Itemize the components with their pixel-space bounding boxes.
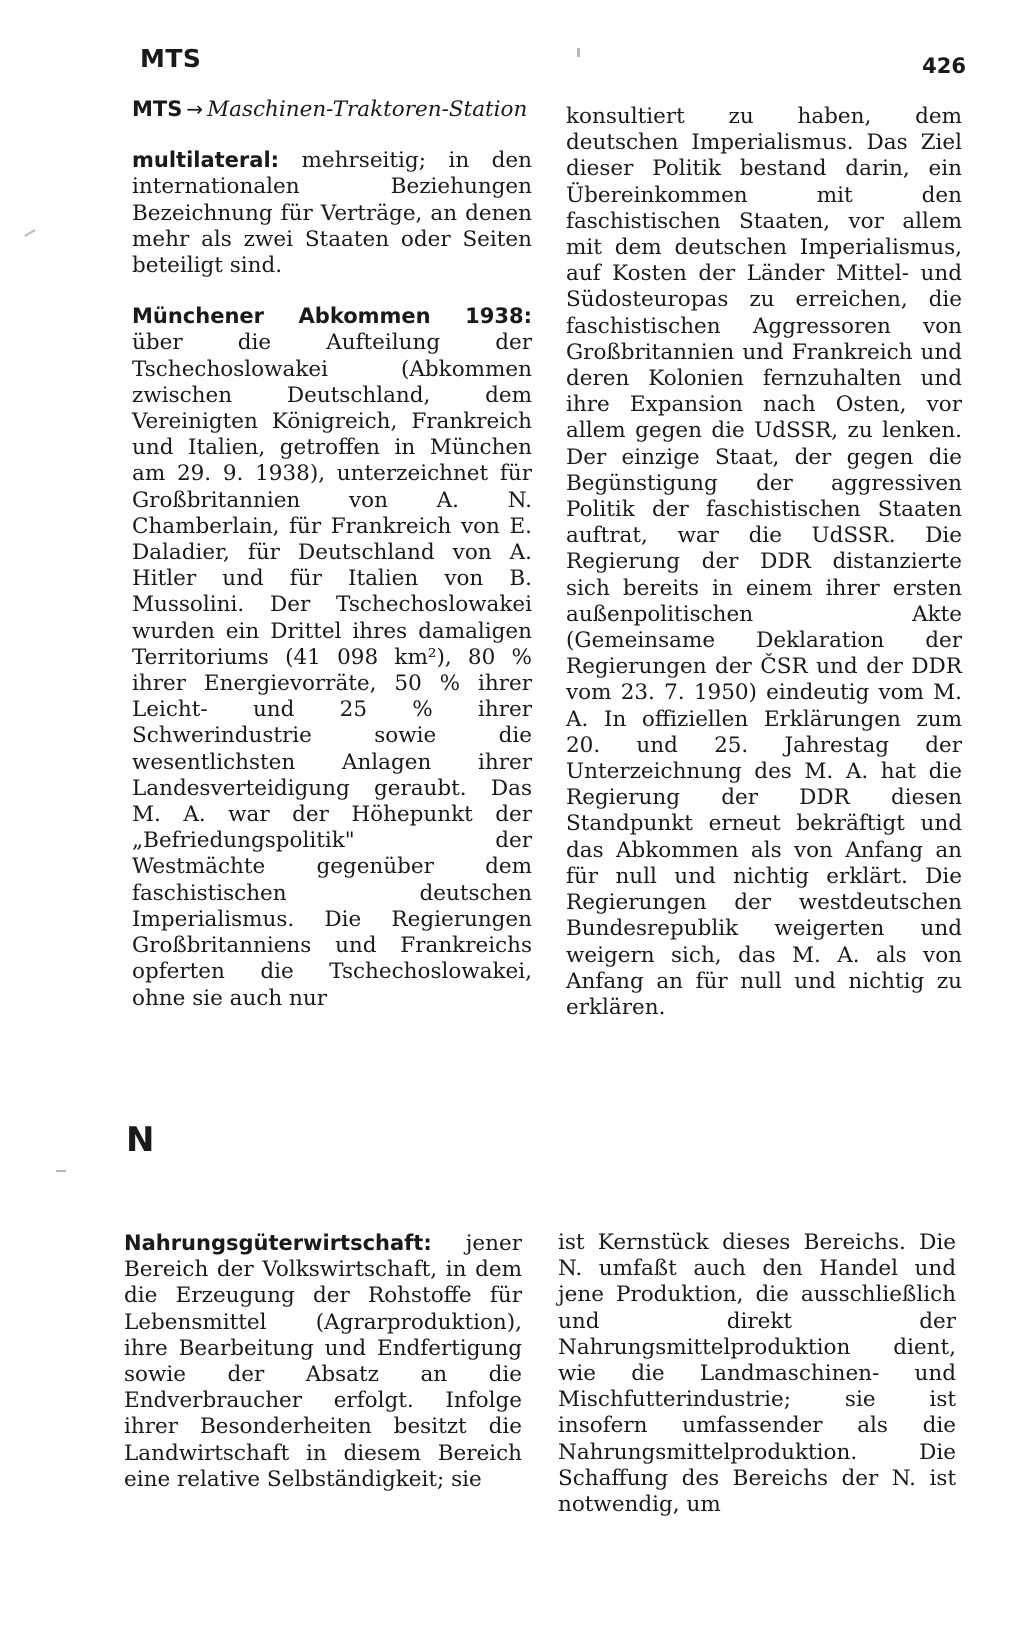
left-column-bottom bbox=[124, 1230, 522, 1517]
left-column-top bbox=[132, 96, 532, 1036]
scan-speck bbox=[24, 229, 35, 237]
entry-text: über die Aufteilung der Tschechoslowakei (Abkommen zwischen Deutschland, dem Vereinigten Königreich, Frankreich und Italien, getroffen in München am 29. 9. 1938), unterzeichnet für Großbritannien von A. N. Chamberlain, für Frankreich von E. Daladier, für Deutschland von A. Hitler und für Italien von B. Mussolini. Der Tschechoslowakei wurden ein Drittel ihres damaligen Territoriums (41 098 km²), 80 % ihrer Energievorräte, 50 % ihrer Leicht- und 25 % ihrer Schwerindustrie sowie die wesentlichsten Anlagen ihrer Landesverteidigung geraubt. Das M. A. war der Höhepunkt der „Befriedungspolitik" der Westmächte gegenüber dem faschistischen deutschen Imperialismus. Die Regierungen Großbritanniens und Frankreichs opferten die Tschechoslowakei, ohne sie auch nur bbox=[132, 330, 532, 1011]
scan-speck bbox=[56, 1170, 66, 1172]
right-column-bottom bbox=[558, 1230, 956, 1542]
section-letter: N bbox=[126, 1120, 155, 1160]
scan-speck bbox=[577, 48, 580, 57]
entry-keyword: MTS bbox=[132, 97, 183, 121]
entry-nahrungsgueterwirtschaft bbox=[124, 1230, 522, 1493]
entry-keyword: multilateral: bbox=[132, 148, 280, 173]
entry-muenchener-abkommen bbox=[132, 303, 532, 1011]
entry-continuation: ist Kernstück dieses Bereichs. Die N. umfaßt auch den Handel und jene Produktion, die ausschließlich und direkt der Nahrungsmittelproduktion dient, wie die Landmaschinen- und Mischfutterindustrie; sie ist insofern umfassender als die Nahrungsmittelproduktion. Die Schaffung des Bereichs der N. ist notwendig, um bbox=[558, 1230, 956, 1518]
entry-keyword: Nahrungsgüterwirtschaft: bbox=[124, 1231, 432, 1255]
cross-reference-arrow-icon: → bbox=[186, 97, 204, 121]
entry-mts bbox=[132, 96, 532, 123]
entry-multilateral bbox=[132, 147, 532, 279]
entry-text: jener Bereich der Volkswirtschaft, in dem die Erzeugung der Rohstoffe für Lebensmittel (Agrarproduktion), ihre Bearbeitung und Endfertigung sowie der Absatz an die Endverbraucher erfolgt. Infolge ihrer Besonderheiten besitzt die Landwirtschaft in diesem Bereich eine relative Selbständigkeit; sie bbox=[124, 1231, 522, 1492]
running-head: MTS bbox=[140, 44, 202, 73]
entry-keyword: Münchener Abkommen 1938: bbox=[132, 304, 532, 329]
entry-text: mehrseitig; in den internationalen Beziehungen Bezeichnung für Verträge, an denen mehr als zwei Staaten oder Seiten beteiligt sind. bbox=[132, 148, 532, 279]
cross-reference: Maschinen-Traktoren-Station bbox=[207, 97, 528, 122]
page-number: 426 bbox=[922, 54, 966, 78]
entry-continuation: konsultiert zu haben, dem deutschen Imperialismus. Das Ziel dieser Politik bestand darin, ein Übereinkommen mit den faschistischen Staaten, vor allem mit dem deutschen Imperialismus, auf Kosten der Länder Mittel- und Südosteuropas zu erreichen, die faschistischen Aggressoren von Großbritannien und Frankreich und deren Kolonien fernzuhalten und ihre Expansion nach Osten, vor allem gegen die UdSSR, zu lenken. Der einzige Staat, der gegen die Begünstigung der aggressiven Politik der faschistischen Staaten auftrat, war die UdSSR. Die Regierung der DDR distanzierte sich bereits in einem ihrer ersten außenpolitischen Akte (Gemeinsame Deklaration der Regierungen der ČSR und der DDR vom 23. 7. 1950) eindeutig vom M. A. In offiziellen Erklärungen zum 20. und 25. Jahrestag der Unterzeichnung des M. A. hat die Regierung der DDR diesen Standpunkt erneut bekräftigt und das Abkommen als von Anfang an für null und nichtig erklärt. Die Regierungen der westdeutschen Bundesrepublik weigerten und weigern sich, das M. A. als von Anfang an für null und nichtig zu erklären. bbox=[566, 104, 962, 1020]
right-column-top bbox=[566, 104, 962, 1045]
